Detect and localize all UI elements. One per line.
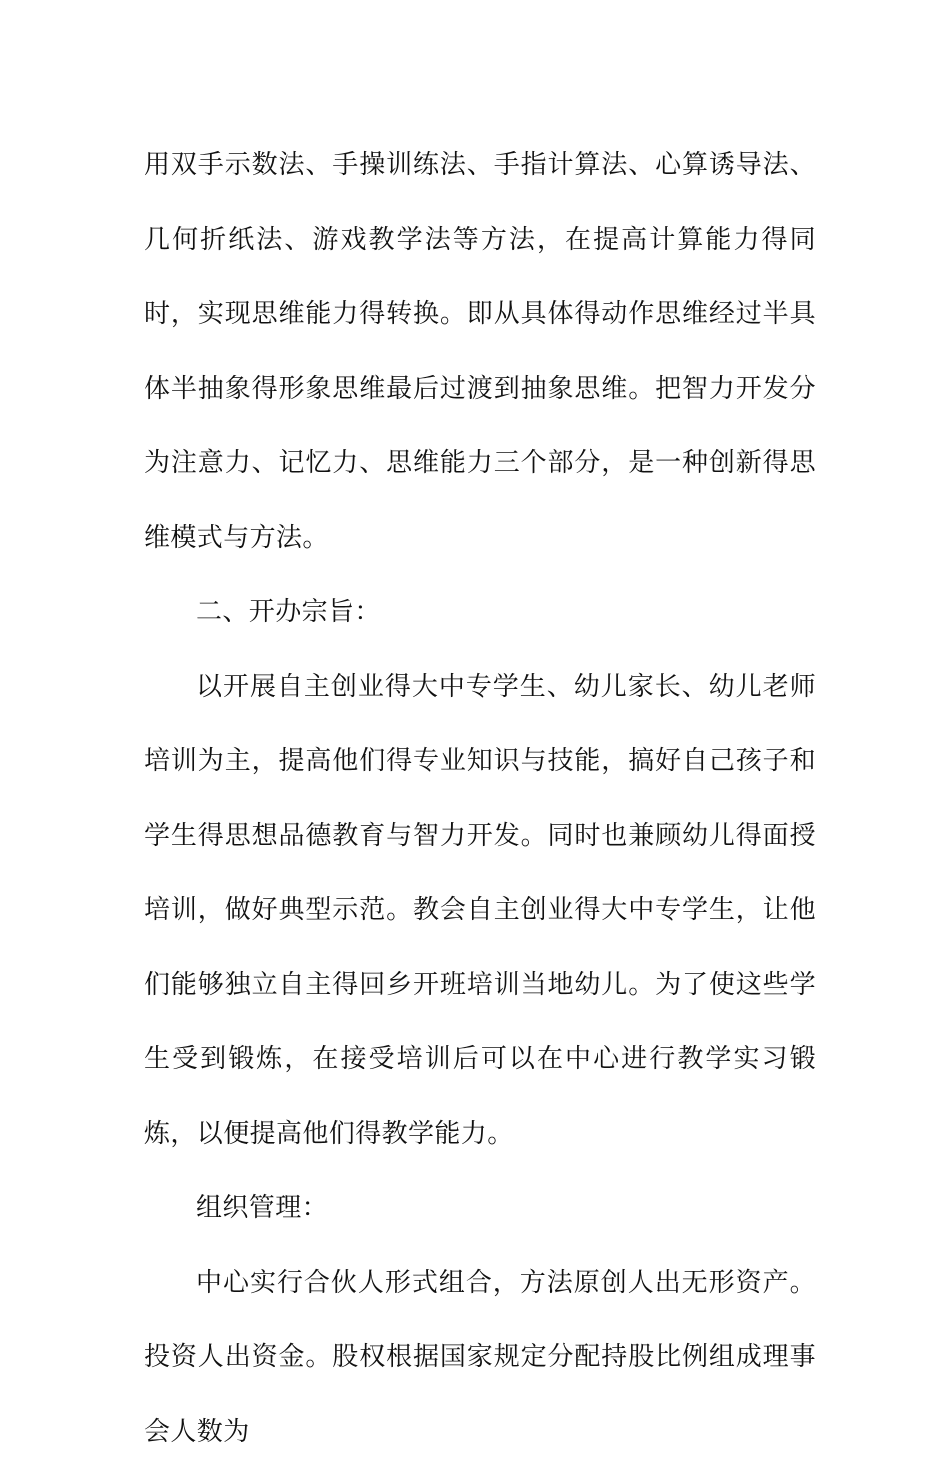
paragraph-management: 中心实行合伙人形式组合，方法原创人出无形资产。投资人出资金。股权根据国家规定分配持股比例组成理事会人数为 <box>144 1246 816 1469</box>
paragraph-methods: 用双手示数法、手操训练法、手指计算法、心算诱导法、几何折纸法、游戏教学法等方法，在提高计算能力得同时，实现思维能力得转换。即从具体得动作思维经过半具体半抽象得形象思维最后过渡到抽象思维。把智力开发分为注意力、记忆力、思维能力三个部分，是一种创新得思维模式与方法。 <box>144 128 816 575</box>
document-body <box>144 128 816 1469</box>
section-heading-purpose: 二、开办宗旨： <box>144 575 816 650</box>
section-heading-management: 组织管理： <box>144 1171 816 1246</box>
paragraph-purpose: 以开展自主创业得大中专学生、幼儿家长、幼儿老师培训为主，提高他们得专业知识与技能，搞好自己孩子和学生得思想品德教育与智力开发。同时也兼顾幼儿得面授培训，做好典型示范。教会自主创业得大中专学生，让他们能够独立自主得回乡开班培训当地幼儿。为了使这些学生受到锻炼，在接受培训后可以在中心进行教学实习锻炼，以便提高他们得教学能力。 <box>144 650 816 1172</box>
